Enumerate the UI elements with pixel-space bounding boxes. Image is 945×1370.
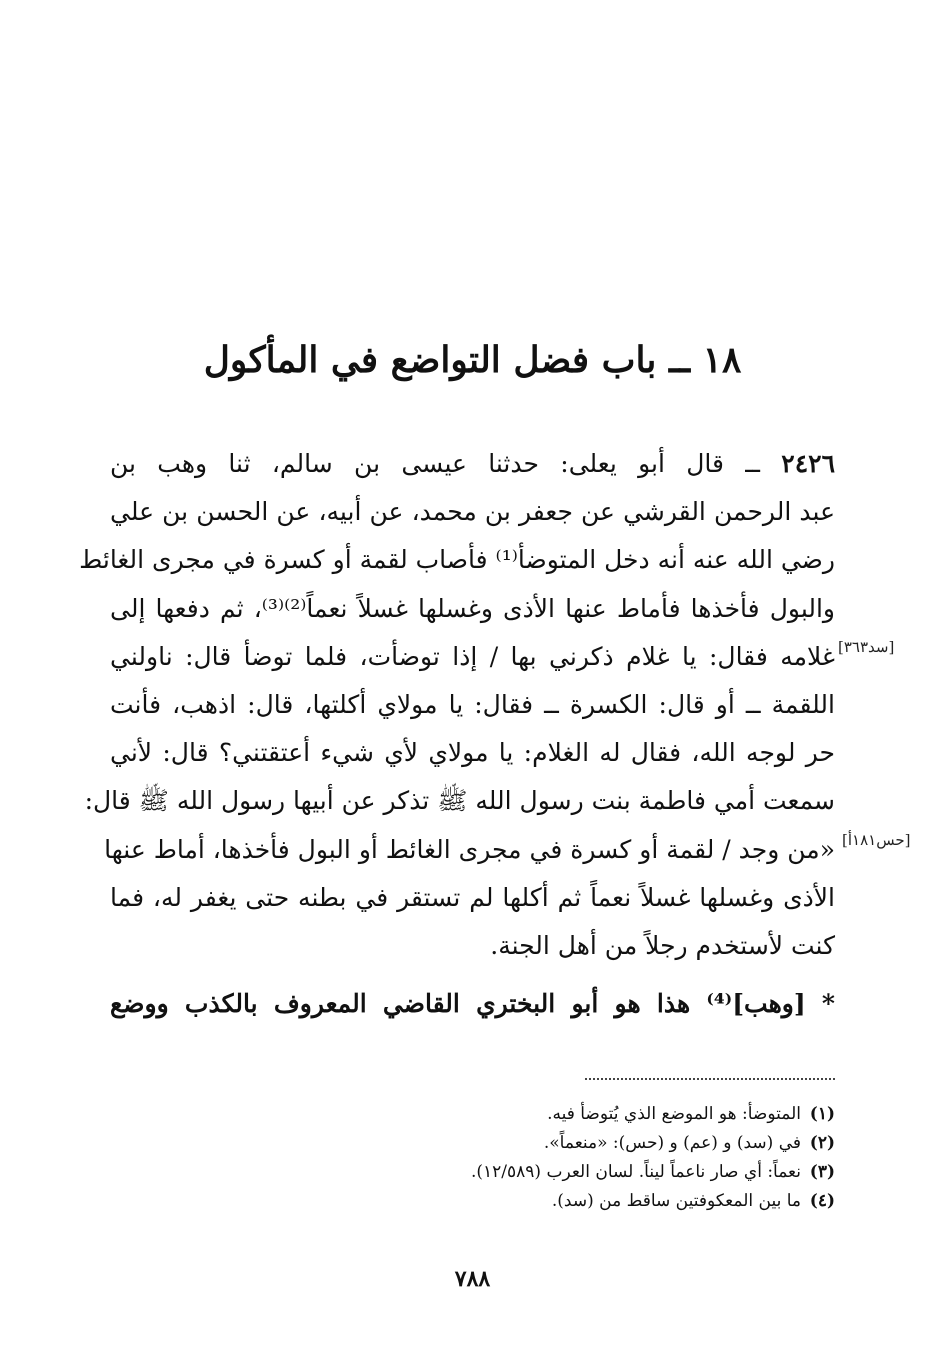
hadith-line-6: اللقمة ــ أو قال: الكسرة ــ فقال: يا مولاي أكلتها، قال: اذهب، فأنت — [110, 690, 835, 720]
footnote-item — [110, 1187, 835, 1216]
narrator-note: * [وهب]⁽⁴⁾ هذا هو أبو البختري القاضي المعروف بالكذب ووضع — [110, 989, 836, 1018]
hadith-text — [79, 440, 835, 970]
footnote-item — [110, 1158, 835, 1187]
footnotes — [110, 1100, 835, 1216]
footnote-item — [110, 1129, 835, 1158]
footnote-item — [110, 1100, 835, 1129]
page-number: ٧٨٨ — [454, 1266, 491, 1292]
hadith-line-4: والبول فأخذها فأماط عنها الأذى وغسلها غسلاً نعماً⁽²⁾⁽³⁾، ثم دفعها إلى — [110, 593, 835, 623]
footnote-number: (٤) — [809, 1191, 835, 1211]
hadith-line-11: كنت لأستخدم رجلاً من أهل الجنة. — [490, 931, 835, 961]
footnote-separator — [585, 1078, 835, 1080]
chapter-title: ١٨ ــ باب فضل التواضع في المأكول — [203, 339, 742, 381]
hadith-line-2: عبد الرحمن القرشي عن جعفر بن محمد، عن أبيه، عن الحسن بن علي — [110, 497, 835, 527]
hadith-line-8: سمعت أمي فاطمة بنت رسول الله ﷺ تذكر عن أبيها رسول الله ﷺ قال: — [84, 786, 835, 816]
footnote-number: (٢) — [809, 1133, 835, 1153]
hadith-line-1: ٢٤٢٦ ــ قال أبو يعلى: حدثنا عيسى بن سالم، ثنا وهب بن — [110, 449, 835, 478]
hadith-line-7: حر لوجه الله، فقال له الغلام: يا مولاي لأي شيء أعتقتني؟ قال: لأني — [110, 738, 835, 768]
hadith-line-3: رضي الله عنه أنه دخل المتوضأ⁽¹⁾ فأصاب لقمة أو كسرة في مجرى الغائط — [79, 545, 835, 575]
footnote-text: في (سد) و (عم) و (حس): «منعماً». — [543, 1133, 801, 1153]
margin-reference-sd: [سد٣٦٣] — [838, 638, 895, 656]
hadith-line-9: «من وجد / لقمة أو كسرة في مجرى الغائط أو البول فأخذها، أماط عنها — [104, 834, 835, 864]
footnote-text: نعماً: أي صار ناعماً ليناً. لسان العرب (١٢/٥٨٩). — [470, 1162, 801, 1182]
footnote-number: (١) — [809, 1104, 835, 1124]
hadith-line-10: الأذى وغسلها غسلاً نعماً ثم أكلها لم تستقر في بطنه حتى يغفر له، فما — [110, 882, 835, 912]
footnote-number: (٣) — [809, 1162, 835, 1182]
hadith-line-5: غلامه فقال: يا غلام ذكرني بها / إذا توضأت، فلما توضأ قال: ناولني — [110, 641, 835, 671]
footnote-text: ما بين المعكوفتين ساقط من (سد). — [551, 1191, 801, 1211]
margin-reference-hs: [حس١٨١أ] — [842, 831, 911, 849]
hadith-number: ٢٤٢٦ — [781, 449, 835, 478]
footnote-text: المتوضأ: هو الموضع الذي يُتوضأ فيه. — [547, 1104, 801, 1124]
